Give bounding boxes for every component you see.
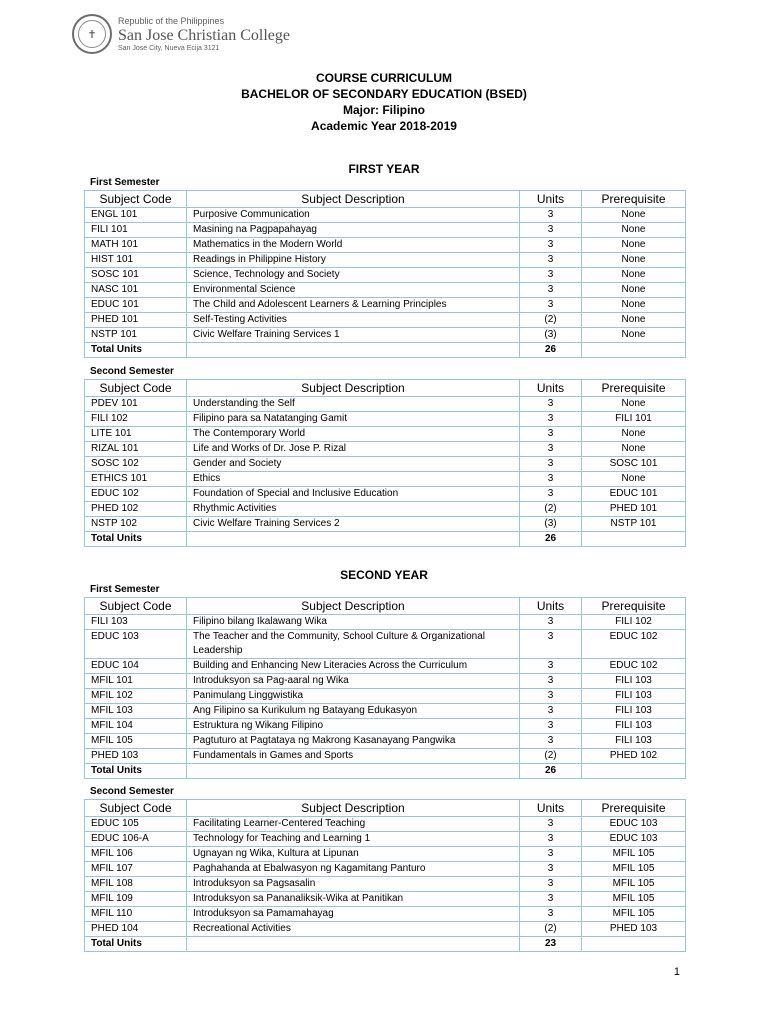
semester-heading: First Semester	[90, 584, 160, 595]
header-subject-code: Subject Code	[85, 598, 187, 615]
subject-description: Filipino para sa Natatanging Gamit	[187, 412, 520, 427]
table-row	[85, 457, 686, 472]
subject-units: 3	[520, 674, 582, 689]
table-row	[85, 517, 686, 532]
subject-code: MFIL 108	[85, 877, 187, 892]
subject-description: Introduksyon sa Pag-aaral ng Wika	[187, 674, 520, 689]
subject-units: 3	[520, 298, 582, 313]
subject-description: Rhythmic Activities	[187, 502, 520, 517]
subject-units: 3	[520, 689, 582, 704]
header-subject-description: Subject Description	[187, 380, 520, 397]
subject-units: 3	[520, 862, 582, 877]
curriculum-table	[84, 190, 686, 358]
subject-prerequisite: None	[582, 253, 686, 268]
subject-description: Ang Filipino sa Kurikulum ng Batayang Edukasyon	[187, 704, 520, 719]
subject-code: MFIL 104	[85, 719, 187, 734]
subject-prerequisite: None	[582, 313, 686, 328]
subject-description: Life and Works of Dr. Jose P. Rizal	[187, 442, 520, 457]
subject-prerequisite: EDUC 101	[582, 487, 686, 502]
subject-code: HIST 101	[85, 253, 187, 268]
college-name: San Jose Christian College	[118, 26, 290, 44]
table-row	[85, 749, 686, 764]
subject-units: (3)	[520, 517, 582, 532]
table-row	[85, 892, 686, 907]
table-row	[85, 877, 686, 892]
subject-units: 3	[520, 487, 582, 502]
total-blank-cell	[582, 937, 686, 952]
subject-description: Environmental Science	[187, 283, 520, 298]
subject-units: 3	[520, 659, 582, 674]
subject-description: Building and Enhancing New Literacies Across the Curriculum	[187, 659, 520, 674]
table-row	[85, 487, 686, 502]
semester-heading: Second Semester	[90, 366, 174, 377]
subject-prerequisite: None	[582, 397, 686, 412]
subject-description: Civic Welfare Training Services 1	[187, 328, 520, 343]
college-seal-icon	[72, 14, 112, 54]
subject-prerequisite: None	[582, 238, 686, 253]
subject-code: MFIL 109	[85, 892, 187, 907]
table-row	[85, 298, 686, 313]
subject-code: MFIL 105	[85, 734, 187, 749]
header-subject-code: Subject Code	[85, 191, 187, 208]
subject-code: FILI 102	[85, 412, 187, 427]
subject-code: SOSC 101	[85, 268, 187, 283]
subject-prerequisite: MFIL 105	[582, 892, 686, 907]
subject-prerequisite: None	[582, 442, 686, 457]
total-row	[85, 764, 686, 779]
subject-prerequisite: SOSC 101	[582, 457, 686, 472]
semester-heading: Second Semester	[90, 786, 174, 797]
table-header-row	[85, 800, 686, 817]
table-row	[85, 689, 686, 704]
table-row	[85, 922, 686, 937]
table-header-row	[85, 191, 686, 208]
subject-code: ETHICS 101	[85, 472, 187, 487]
subject-units: 3	[520, 734, 582, 749]
subject-prerequisite: FILI 101	[582, 412, 686, 427]
subject-code: NSTP 102	[85, 517, 187, 532]
total-units-value: 26	[520, 343, 582, 358]
subject-prerequisite: FILI 103	[582, 719, 686, 734]
subject-code: LITE 101	[85, 427, 187, 442]
subject-description: Estruktura ng Wikang Filipino	[187, 719, 520, 734]
subject-description: Masining na Pagpapahayag	[187, 223, 520, 238]
subject-description: Filipino bilang Ikalawang Wika	[187, 615, 520, 630]
subject-units: 3	[520, 877, 582, 892]
subject-units: 3	[520, 208, 582, 223]
subject-prerequisite: PHED 103	[582, 922, 686, 937]
table-row	[85, 268, 686, 283]
table-row	[85, 472, 686, 487]
table-row	[85, 817, 686, 832]
header-subject-description: Subject Description	[187, 191, 520, 208]
table-row	[85, 328, 686, 343]
header-subject-code: Subject Code	[85, 800, 187, 817]
subject-description: Technology for Teaching and Learning 1	[187, 832, 520, 847]
subject-description: Self-Testing Activities	[187, 313, 520, 328]
subject-description: Introduksyon sa Pamamahayag	[187, 907, 520, 922]
subject-units: 3	[520, 832, 582, 847]
subject-prerequisite: MFIL 105	[582, 847, 686, 862]
subject-units: 3	[520, 907, 582, 922]
semester-heading: First Semester	[90, 177, 160, 188]
total-label: Total Units	[85, 532, 187, 547]
subject-units: 3	[520, 238, 582, 253]
title-line-2: BACHELOR OF SECONDARY EDUCATION (BSED)	[241, 87, 527, 101]
subject-prerequisite: FILI 103	[582, 734, 686, 749]
total-blank-cell	[187, 937, 520, 952]
table-row	[85, 208, 686, 223]
table-row	[85, 412, 686, 427]
table-row	[85, 832, 686, 847]
subject-units: 3	[520, 412, 582, 427]
table-header-row	[85, 598, 686, 615]
college-address: San Jose City, Nueva Ecija 3121	[118, 44, 220, 52]
subject-description: The Teacher and the Community, School Culture & Organizational Leadership	[187, 630, 520, 659]
subject-description: Ugnayan ng Wika, Kultura at Lipunan	[187, 847, 520, 862]
subject-code: MATH 101	[85, 238, 187, 253]
table-row	[85, 223, 686, 238]
table-row	[85, 427, 686, 442]
total-blank-cell	[582, 532, 686, 547]
table-row	[85, 847, 686, 862]
subject-code: EDUC 104	[85, 659, 187, 674]
subject-prerequisite: None	[582, 223, 686, 238]
table-row	[85, 615, 686, 630]
subject-code: MFIL 106	[85, 847, 187, 862]
header-units: Units	[520, 598, 582, 615]
total-blank-cell	[582, 343, 686, 358]
college-info	[118, 16, 290, 53]
year-heading: FIRST YEAR	[348, 162, 420, 176]
total-units-value: 26	[520, 764, 582, 779]
table-row	[85, 907, 686, 922]
letterhead	[72, 12, 290, 56]
curriculum-table	[84, 379, 686, 547]
subject-units: 3	[520, 253, 582, 268]
subject-prerequisite: None	[582, 427, 686, 442]
total-label: Total Units	[85, 764, 187, 779]
subject-description: Introduksyon sa Pananaliksik-Wika at Panitikan	[187, 892, 520, 907]
subject-prerequisite: FILI 103	[582, 689, 686, 704]
total-row	[85, 937, 686, 952]
table-row	[85, 704, 686, 719]
page-number: 1	[673, 966, 680, 978]
subject-prerequisite: None	[582, 268, 686, 283]
subject-prerequisite: EDUC 103	[582, 817, 686, 832]
subject-code: EDUC 103	[85, 630, 187, 659]
subject-description: Gender and Society	[187, 457, 520, 472]
table-row	[85, 283, 686, 298]
subject-prerequisite: None	[582, 208, 686, 223]
subject-units: 3	[520, 704, 582, 719]
subject-description: Mathematics in the Modern World	[187, 238, 520, 253]
title-line-1: COURSE CURRICULUM	[316, 71, 452, 85]
title-line-4: Academic Year 2018-2019	[311, 119, 457, 133]
subject-code: FILI 101	[85, 223, 187, 238]
subject-code: EDUC 101	[85, 298, 187, 313]
subject-description: Introduksyon sa Pagsasalin	[187, 877, 520, 892]
table-row	[85, 674, 686, 689]
subject-code: PDEV 101	[85, 397, 187, 412]
table-row	[85, 313, 686, 328]
subject-description: Pagtuturo at Pagtataya ng Makrong Kasanayang Pangwika	[187, 734, 520, 749]
table-row	[85, 397, 686, 412]
subject-units: 3	[520, 472, 582, 487]
header-units: Units	[520, 380, 582, 397]
subject-code: NSTP 101	[85, 328, 187, 343]
header-units: Units	[520, 191, 582, 208]
subject-description: Facilitating Learner-Centered Teaching	[187, 817, 520, 832]
total-label: Total Units	[85, 343, 187, 358]
table-header-row	[85, 380, 686, 397]
republic-line: Republic of the Philippines	[118, 15, 225, 26]
subject-description: Foundation of Special and Inclusive Education	[187, 487, 520, 502]
table-row	[85, 734, 686, 749]
total-row	[85, 343, 686, 358]
subject-code: MFIL 101	[85, 674, 187, 689]
subject-prerequisite: FILI 103	[582, 704, 686, 719]
subject-description: The Child and Adolescent Learners & Learning Principles	[187, 298, 520, 313]
header-prerequisite: Prerequisite	[582, 191, 686, 208]
subject-units: 3	[520, 427, 582, 442]
subject-units: 3	[520, 283, 582, 298]
total-blank-cell	[187, 532, 520, 547]
subject-description: Understanding the Self	[187, 397, 520, 412]
subject-prerequisite: PHED 101	[582, 502, 686, 517]
subject-units: 3	[520, 223, 582, 238]
subject-units: 3	[520, 442, 582, 457]
subject-units: 3	[520, 817, 582, 832]
total-row	[85, 532, 686, 547]
header-subject-description: Subject Description	[187, 800, 520, 817]
subject-description: Purposive Communication	[187, 208, 520, 223]
header-subject-description: Subject Description	[187, 598, 520, 615]
table-row	[85, 719, 686, 734]
subject-code: ENGL 101	[85, 208, 187, 223]
subject-prerequisite: EDUC 102	[582, 659, 686, 674]
table-row	[85, 502, 686, 517]
subject-code: PHED 101	[85, 313, 187, 328]
subject-prerequisite: None	[582, 298, 686, 313]
subject-description: Ethics	[187, 472, 520, 487]
subject-prerequisite: MFIL 105	[582, 877, 686, 892]
document-title	[0, 70, 768, 134]
subject-prerequisite: NSTP 101	[582, 517, 686, 532]
subject-description: Recreational Activities	[187, 922, 520, 937]
total-units-value: 26	[520, 532, 582, 547]
subject-description: Panimulang Linggwistika	[187, 689, 520, 704]
subject-code: MFIL 110	[85, 907, 187, 922]
subject-code: EDUC 105	[85, 817, 187, 832]
subject-code: FILI 103	[85, 615, 187, 630]
subject-units: 3	[520, 397, 582, 412]
subject-prerequisite: FILI 102	[582, 615, 686, 630]
subject-units: (2)	[520, 749, 582, 764]
table-row	[85, 862, 686, 877]
subject-units: 3	[520, 630, 582, 659]
subject-code: EDUC 106-A	[85, 832, 187, 847]
subject-description: Paghahanda at Ebalwasyon ng Kagamitang Panturo	[187, 862, 520, 877]
table-row	[85, 253, 686, 268]
subject-prerequisite: None	[582, 472, 686, 487]
table-row	[85, 442, 686, 457]
subject-description: Civic Welfare Training Services 2	[187, 517, 520, 532]
subject-units: (2)	[520, 922, 582, 937]
subject-description: Fundamentals in Games and Sports	[187, 749, 520, 764]
subject-code: RIZAL 101	[85, 442, 187, 457]
subject-description: The Contemporary World	[187, 427, 520, 442]
subject-description: Science, Technology and Society	[187, 268, 520, 283]
subject-code: PHED 102	[85, 502, 187, 517]
subject-code: SOSC 102	[85, 457, 187, 472]
header-prerequisite: Prerequisite	[582, 598, 686, 615]
subject-code: MFIL 102	[85, 689, 187, 704]
subject-prerequisite: None	[582, 328, 686, 343]
table-row	[85, 630, 686, 659]
curriculum-table	[84, 799, 686, 952]
table-row	[85, 659, 686, 674]
header-prerequisite: Prerequisite	[582, 380, 686, 397]
total-blank-cell	[187, 764, 520, 779]
total-blank-cell	[187, 343, 520, 358]
subject-units: 3	[520, 847, 582, 862]
subject-code: EDUC 102	[85, 487, 187, 502]
header-prerequisite: Prerequisite	[582, 800, 686, 817]
subject-units: 3	[520, 268, 582, 283]
subject-units: 3	[520, 615, 582, 630]
subject-code: PHED 104	[85, 922, 187, 937]
header-subject-code: Subject Code	[85, 380, 187, 397]
total-units-value: 23	[520, 937, 582, 952]
seal-cross-icon: ✝	[78, 20, 106, 48]
title-line-3: Major: Filipino	[343, 103, 425, 117]
total-blank-cell	[582, 764, 686, 779]
subject-description: Readings in Philippine History	[187, 253, 520, 268]
curriculum-table	[84, 597, 686, 779]
subject-units: 3	[520, 719, 582, 734]
subject-prerequisite: EDUC 103	[582, 832, 686, 847]
year-heading: SECOND YEAR	[340, 568, 428, 582]
subject-code: MFIL 103	[85, 704, 187, 719]
subject-units: 3	[520, 457, 582, 472]
subject-prerequisite: FILI 103	[582, 674, 686, 689]
subject-units: (2)	[520, 502, 582, 517]
header-units: Units	[520, 800, 582, 817]
subject-prerequisite: MFIL 105	[582, 907, 686, 922]
table-row	[85, 238, 686, 253]
subject-units: 3	[520, 892, 582, 907]
subject-prerequisite: PHED 102	[582, 749, 686, 764]
subject-prerequisite: None	[582, 283, 686, 298]
subject-prerequisite: MFIL 105	[582, 862, 686, 877]
subject-code: MFIL 107	[85, 862, 187, 877]
subject-units: (2)	[520, 313, 582, 328]
subject-code: PHED 103	[85, 749, 187, 764]
subject-code: NASC 101	[85, 283, 187, 298]
subject-prerequisite: EDUC 102	[582, 630, 686, 659]
subject-units: (3)	[520, 328, 582, 343]
total-label: Total Units	[85, 937, 187, 952]
